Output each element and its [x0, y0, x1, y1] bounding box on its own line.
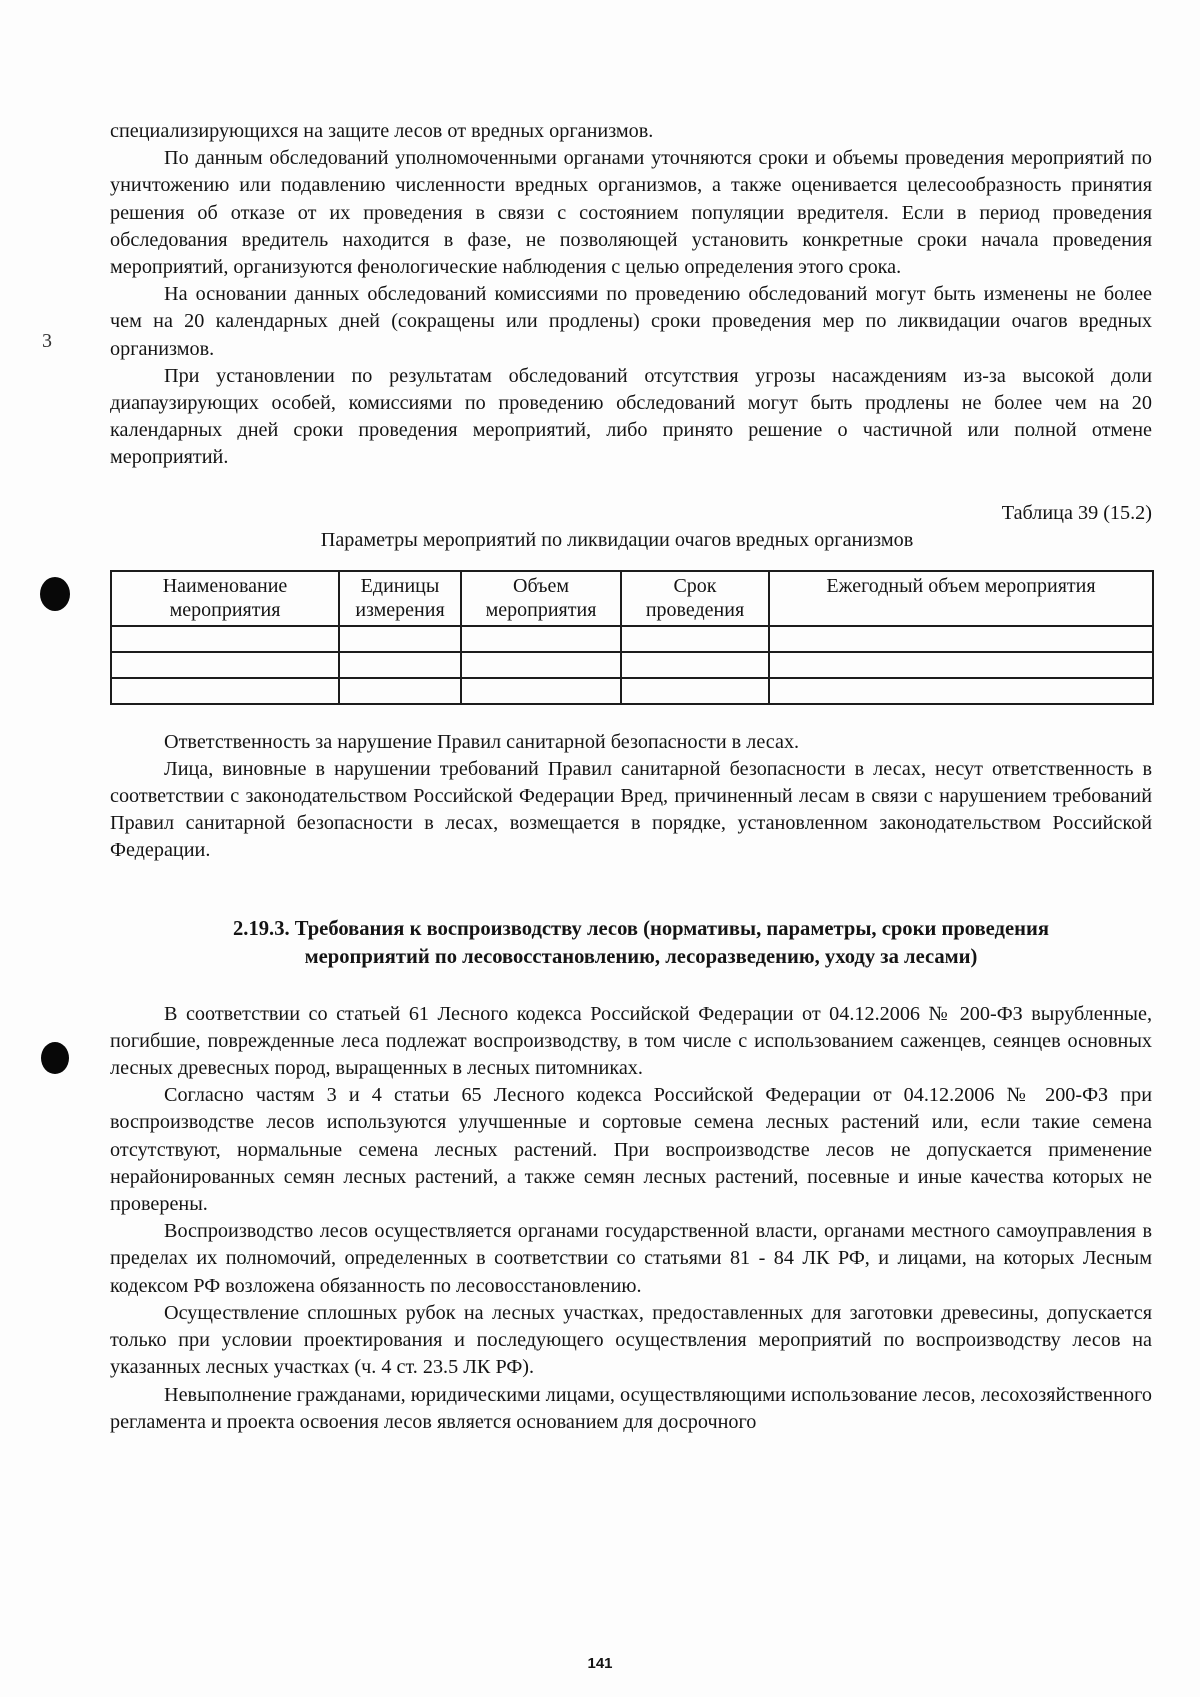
table-row	[111, 626, 1153, 652]
table-cell	[769, 626, 1153, 652]
table-cell	[111, 678, 339, 704]
table-cell	[621, 626, 769, 652]
section-heading-line: мероприятий по лесовосстановлению, лесоразведению, уходу за лесами)	[304, 945, 978, 968]
table-cell	[621, 652, 769, 678]
table-cell	[461, 652, 621, 678]
paragraph: специализирующихся на защите лесов от вредных организмов.	[110, 120, 654, 142]
paragraph: На основании данных обследований комиссиями по проведению обследований могут быть изменены не более чем на 20 календарных дней (сокращены или продлены) сроки проведения мер по ликвидации очагов вредных организмов.	[110, 283, 1152, 360]
table-row	[111, 652, 1153, 678]
table-cell	[461, 678, 621, 704]
column-header-volume: Объем мероприятия	[461, 571, 621, 626]
table-cell	[621, 678, 769, 704]
table-row	[111, 678, 1153, 704]
section-heading	[110, 915, 1152, 971]
table-cell	[339, 652, 461, 678]
paragraph: Невыполнение гражданами, юридическими лицами, осуществляющими использование лесов, лесохозяйственного регламента и проекта освоения лесов является основанием для досрочного	[110, 1383, 1152, 1433]
column-header-name: Наименование мероприятия	[111, 571, 339, 626]
paragraph: Осуществление сплошных рубок на лесных участках, предоставленных для заготовки древесины, допускается только при условии проектирования и последующего осуществления мероприятий по воспроизводству лесов на указанных лесных участках (ч. 4 ст. 23.5 ЛК РФ).	[110, 1301, 1152, 1379]
table-cell	[769, 652, 1153, 678]
page-number: 141	[587, 1655, 613, 1672]
paragraph: По данным обследований уполномоченными органами уточняются сроки и объемы проведения мероприятий по уничтожению или подавлению численности вредных организмов, а также оценивается целесообразность принятия решения об отказе от их проведения в связи с состоянием популяции вредителя. Если в период проведения обследования вредитель находится в фазе, не позволяющей установить конкретные сроки начала проведения мероприятий, организуются фенологические наблюдения с целью определения этого срока.	[110, 147, 1152, 279]
margin-handwritten-mark: 3	[42, 330, 52, 352]
punch-hole-mark	[41, 1042, 69, 1074]
paragraph: Лица, виновные в нарушении требований Правил санитарной безопасности в лесах, несут ответственность в соответствии с законодательством Российской Федерации Вред, причиненный лесам в связи с нарушением требований Правил санитарной безопасности в лесах, возмещается в порядке, установленном законодательством Российской Федерации.	[110, 757, 1152, 862]
section-heading-line: 2.19.3. Требования к воспроизводству лесов (нормативы, параметры, сроки проведения	[233, 917, 1049, 940]
table-caption: Таблица 39 (15.2)	[1001, 501, 1152, 524]
paragraph: Согласно частям 3 и 4 статьи 65 Лесного кодекса Российской Федерации от 04.12.2006 № 200-ФЗ при воспроизводстве лесов используются улучшенные и сортовые семена лесных растений или, если такие семена отсутствуют, нормальные семена лесных растений. При воспроизводстве лесов не допускается применение нерайонированных семян лесных растений, а также семян лесных растений, посевные и иные качества которых не проверены.	[110, 1084, 1152, 1216]
table-cell	[339, 626, 461, 652]
column-header-annual-volume: Ежегодный объем мероприятия	[769, 571, 1153, 626]
table-cell	[461, 626, 621, 652]
paragraph: В соответствии со статьей 61 Лесного кодекса Российской Федерации от 04.12.2006 № 200-ФЗ вырубленные, погибшие, поврежденные леса подлежат воспроизводству, в том числе с использованием саженцев, сеянцев основных лесных древесных пород, выращенных в лесных питомниках.	[110, 1002, 1152, 1080]
punch-hole-mark	[40, 577, 70, 611]
document-page	[110, 118, 1152, 1436]
paragraph: Ответственность за нарушение Правил санитарной безопасности в лесах.	[164, 730, 800, 753]
column-header-units: Единицы измерения	[339, 571, 461, 626]
table-cell	[339, 678, 461, 704]
table-title: Параметры мероприятий по ликвидации очагов вредных организмов	[320, 528, 914, 551]
table-cell	[111, 652, 339, 678]
table-header-row	[111, 571, 1153, 626]
column-header-term: Срок проведения	[621, 571, 769, 626]
table-cell	[769, 678, 1153, 704]
paragraph: Воспроизводство лесов осуществляется органами государственной власти, органами местного самоуправления в пределах их полномочий, определенных в соответствии со статьями 81 - 84 ЛК РФ, и лицами, на которых Лесным кодексом РФ возложена обязанность по лесовосстановлению.	[110, 1220, 1152, 1297]
table-cell	[111, 626, 339, 652]
parameters-table	[110, 570, 1154, 705]
paragraph: При установлении по результатам обследований отсутствия угрозы насаждениям из-за высокой доли диапаузирующих особей, комиссиями по проведению обследований могут быть продлены не более чем на 20 календарных дней сроки проведения мероприятий, либо принято решение о частичной или полной отмене мероприятий.	[110, 364, 1152, 469]
